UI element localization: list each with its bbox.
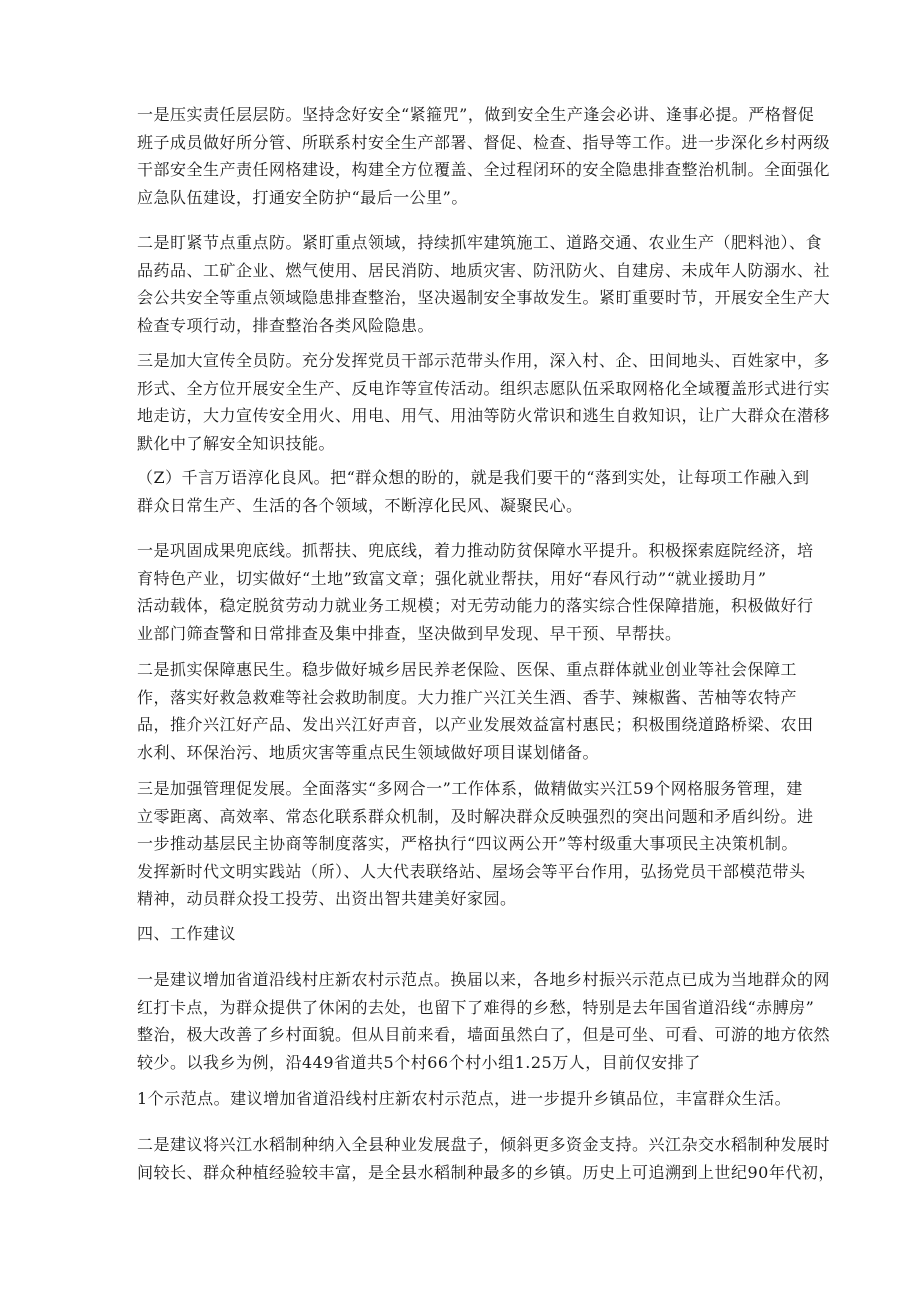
- text-line: 二是盯紧节点重点防。紧盯重点领域，持续抓牢建筑施工、道路交通、农业生产（肥料池）、食: [137, 233, 823, 252]
- text-line: 品，推介兴江好产品、发出兴江好声音，以产业发展效益富村惠民；积极围绕道路桥梁、农田: [137, 715, 814, 734]
- paragraph-demo-sites-cont: [137, 1085, 792, 1113]
- paragraph-publicity: [137, 347, 831, 457]
- text-line: 检查专项行动，排查整治各类风险隐患。: [137, 315, 435, 335]
- text-line: 间较长、群众种植经验较丰富，是全县水稻制种最多的乡镇。历史上可追溯到上世纪90年代初，: [137, 1162, 835, 1182]
- text-line: 默化中了解安全知识技能。: [137, 433, 336, 453]
- text-line: 整治，极大改善了乡村面貌。但从目前来看，墙面虽然白了，但是可坐、可看、可游的地方依然: [137, 1025, 831, 1044]
- text-line: 育特色产业，切实做好“土地”致富文章；强化就业帮扶，用好“春风行动”“就业援助月”: [137, 568, 767, 588]
- text-line: 三是加大宣传全员防。充分发挥党员干部示范带头作用，深入村、企、田间地头、百姓家中，多: [137, 351, 831, 370]
- text-line: 群众日常生产、生活的各个领域，不断淳化民风、凝聚民心。: [137, 495, 583, 515]
- text-line: 作，落实好救急救难等社会救助制度。大力推广兴江关生酒、香芋、辣椒酱、苦柚等农特产: [137, 687, 798, 707]
- paragraph-livelihood: [137, 656, 814, 766]
- text-line: 一步推动基层民主协商等制度落实，严格执行“四议两公开”等村级重大事项民主决策机制。: [137, 834, 798, 853]
- text-line: 应急队伍建设，打通安全防护“最后一公里”。: [137, 187, 468, 207]
- text-line: 红打卡点，为群众提供了休闲的去处，也留下了难得的乡愁，特别是去年国省道沿线“赤膊房”: [137, 997, 815, 1017]
- text-line: 1个示范点。建议增加省道沿线村庄新农村示范点，进一步提升乡镇品位，丰富群众生活。: [137, 1089, 792, 1108]
- paragraph-section-heading: [137, 464, 810, 519]
- text-line: 品药品、工矿企业、燃气使用、居民消防、地质灾害、防汛防火、自建房、未成年人防溺水、社: [137, 260, 831, 280]
- text-line: 活动载体，稳定脱贫劳动力就业务工规模；对无劳动能力的落实综合性保障措施，积极做好行: [137, 596, 814, 615]
- text-line: （Z）千言万语淳化良风。把“群众想的盼的，就是我们要干的“落到实处，让每项工作融入到: [137, 468, 810, 487]
- paragraph-key-points: [137, 229, 831, 339]
- text-line: 一是建议增加省道沿线村庄新农村示范点。换届以来，各地乡村振兴示范点已成为当地群众的网: [137, 970, 831, 989]
- text-line: 一是压实责任层层防。坚持念好安全“紧箍咒”，做到安全生产逢会必讲、逢事必提。严格督促: [137, 105, 815, 124]
- text-line: 会公共安全等重点领域隐患排查整治，坚决遏制安全事故发生。紧盯重要时节，开展安全生产大: [137, 288, 831, 307]
- paragraph-responsibility: [137, 101, 831, 211]
- paragraph-management: [137, 775, 814, 913]
- text-line: 水利、环保治污、地质灾害等重点民生领域做好项目谋划储备。: [137, 742, 600, 762]
- text-line: 发挥新时代文明实践站（所）、人大代表联络站、屋场会等平台作用，弘扬党员干部模范带头: [137, 861, 806, 881]
- paragraph-demo-sites: [137, 966, 831, 1076]
- text-line: 干部安全生产责任网格建设，构建全方位覆盖、全过程闭环的安全隐患排查整治机制。全面强化: [137, 160, 831, 179]
- text-line: 四、工作建议: [137, 924, 237, 943]
- text-line: 二是建议将兴江水稻制种纳入全县种业发展盘子，倾斜更多资金支持。兴江杂交水稻制种发展时: [137, 1135, 831, 1154]
- text-line: 较少。以我乡为例，沿449省道共5个村66个村小组1.25万人，目前仅安排了: [137, 1052, 701, 1072]
- text-line: 业部门筛查警和日常排查及集中排查，坚决做到早发现、早干预、早帮扶。: [137, 623, 682, 643]
- section-heading-suggestions: [137, 920, 787, 948]
- text-line: 地走访，大力宣传安全用火、用电、用气、用油等防火常识和逃生自救知识，让广大群众在潜移: [137, 406, 831, 425]
- text-line: 二是抓实保障惠民生。稳步做好城乡居民养老保险、医保、重点群体就业创业等社会保障工: [137, 660, 798, 679]
- paragraph-rice-seed: [137, 1131, 835, 1186]
- text-line: 一是巩固成果兜底线。抓帮扶、兜底线，着力推动防贫保障水平提升。积极探索庭院经济，培: [137, 541, 814, 560]
- text-line: 形式、全方位开展安全生产、反电诈等宣传活动。组织志愿队伍采取网格化全域覆盖形式进行实: [137, 378, 831, 398]
- text-line: 精神，动员群众投工投劳、出资出智共建美好家园。: [137, 889, 517, 908]
- text-line: 三是加强管理促发展。全面落实“多网合一”工作体系，做精做实兴江59个网格服务管理，建: [137, 779, 803, 798]
- text-line: 班子成员做好所分管、所联系村安全生产部署、督促、检查、指导等工作。进一步深化乡村两级: [137, 132, 831, 152]
- paragraph-consolidate: [137, 537, 814, 647]
- text-line: 立零距离、高效率、常态化联系群众机制，及时解决群众反映强烈的突出问题和矛盾纠纷。进: [137, 806, 814, 826]
